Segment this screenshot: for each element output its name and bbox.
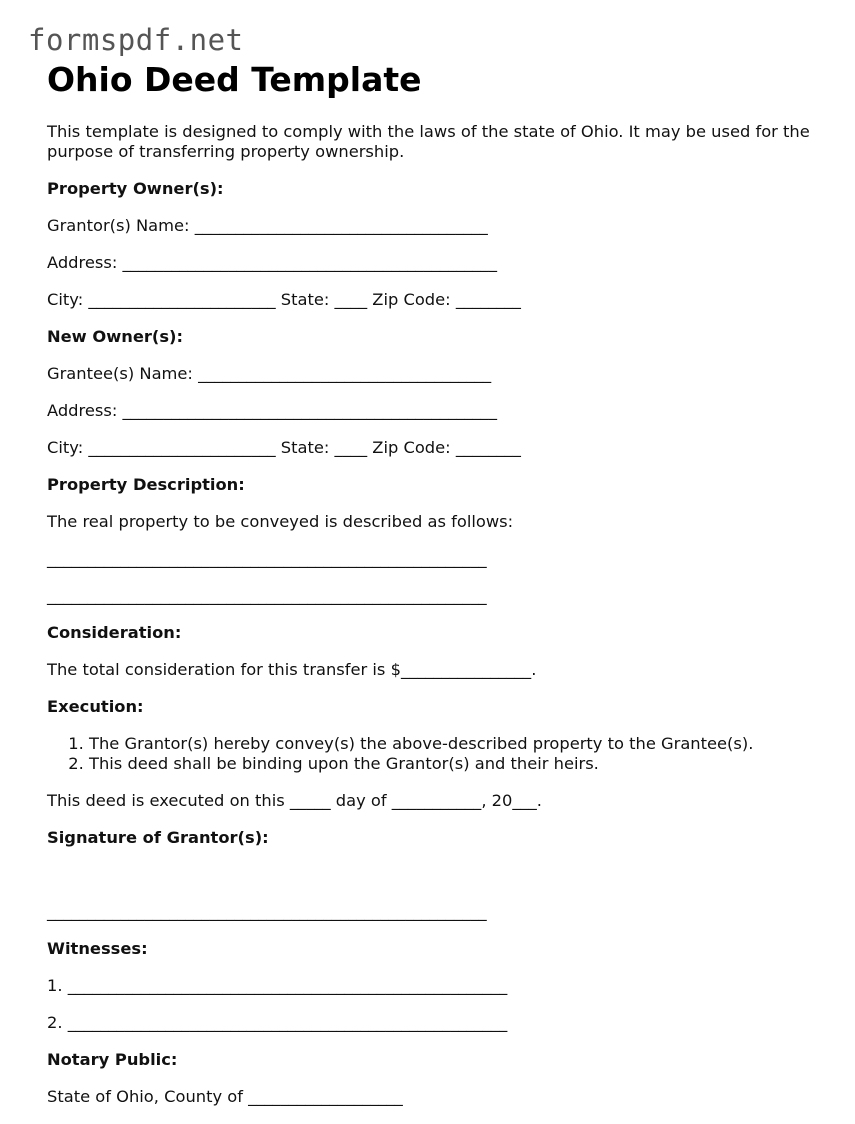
witnesses-heading: Witnesses:: [47, 939, 148, 958]
consideration-amount-field[interactable]: The total consideration for this transfer is $________________.: [47, 660, 537, 679]
property-description-line-1[interactable]: ______________________________________________________: [47, 549, 487, 568]
execution-date-field[interactable]: This deed is executed on this _____ day of ___________, 20___.: [47, 791, 542, 810]
witness-line-1[interactable]: 1. ______________________________________________________: [47, 976, 508, 995]
grantee-address-field[interactable]: Address: ______________________________________________: [47, 401, 497, 420]
grantor-name-field[interactable]: Grantor(s) Name: ____________________________________: [47, 216, 488, 235]
watermark: formspdf.net: [28, 23, 244, 57]
property-description-heading: Property Description:: [47, 475, 245, 494]
execution-list: [47, 734, 827, 774]
document-page: [47, 60, 827, 1124]
grantor-signature-line[interactable]: ______________________________________________________: [47, 902, 487, 921]
notary-heading: Notary Public:: [47, 1050, 178, 1069]
property-description-line-2[interactable]: ______________________________________________________: [47, 586, 487, 605]
grantee-name-field[interactable]: Grantee(s) Name: ____________________________________: [47, 364, 492, 383]
property-owners-heading: Property Owner(s):: [47, 179, 224, 198]
execution-item: 2. This deed shall be binding upon the Grantor(s) and their heirs.: [89, 754, 827, 774]
property-description-text: The real property to be conveyed is described as follows:: [47, 512, 514, 531]
signature-spacer: [47, 865, 827, 885]
grantor-address-field[interactable]: Address: ______________________________________________: [47, 253, 497, 272]
page-title: Ohio Deed Template: [47, 60, 422, 99]
intro-text: This template is designed to comply with the laws of the state of Ohio. It may be used for the purpose of transferring property ownership.: [47, 122, 810, 161]
execution-heading: Execution:: [47, 697, 144, 716]
new-owners-heading: New Owner(s):: [47, 327, 184, 346]
grantor-city-state-zip-field[interactable]: City: _______________________ State: ____ Zip Code: ________: [47, 290, 521, 309]
consideration-heading: Consideration:: [47, 623, 182, 642]
witness-line-2[interactable]: 2. ______________________________________________________: [47, 1013, 508, 1032]
notary-county-field[interactable]: State of Ohio, County of ___________________: [47, 1087, 403, 1106]
grantee-city-state-zip-field[interactable]: City: _______________________ State: ____ Zip Code: ________: [47, 438, 521, 457]
execution-item: 1. The Grantor(s) hereby convey(s) the above-described property to the Grantee(s).: [89, 734, 827, 754]
signature-heading: Signature of Grantor(s):: [47, 828, 269, 847]
